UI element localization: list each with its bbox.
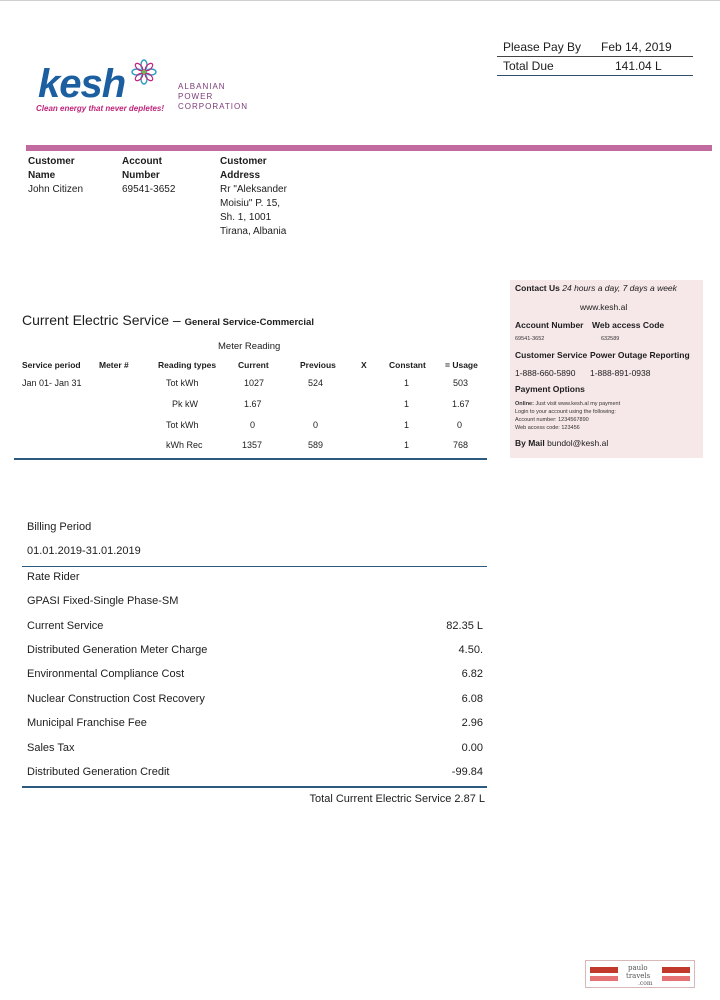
top-border xyxy=(0,0,720,1)
customer-service-label: Customer Service xyxy=(515,350,588,360)
row-constant: 1 xyxy=(404,440,410,450)
contact-heading xyxy=(515,283,677,293)
customer-service-phone[interactable]: 1-888-660-5890 xyxy=(515,368,576,378)
logo-word: kesh xyxy=(38,62,126,106)
watermark-line-1: paulo xyxy=(628,964,648,972)
online-payment-line xyxy=(515,401,620,407)
account-number-label: Account Number xyxy=(515,320,584,330)
service-subtitle: General Service-Commercial xyxy=(184,317,314,328)
corp-line-2: POWER xyxy=(178,92,214,101)
flower-icon xyxy=(130,58,158,86)
logo-tagline: Clean energy that never depletes! xyxy=(36,104,165,113)
contact-account-number: 69541-3652 xyxy=(515,336,545,342)
row-type: Tot kWh xyxy=(166,420,199,430)
header-service-period: Service period xyxy=(22,360,81,370)
customer-address-block xyxy=(220,155,287,239)
charge-value: -99.84 xyxy=(451,765,483,778)
row-previous: 524 xyxy=(308,378,324,388)
plan-label: GPASI Fixed-Single Phase-SM xyxy=(27,595,179,608)
list-item xyxy=(22,713,487,737)
row-current: 1.67 xyxy=(244,399,262,409)
billing-period-label: Billing Period xyxy=(27,521,92,533)
pay-by-label: Please Pay By xyxy=(503,40,582,54)
row-type: kWh Rec xyxy=(166,440,203,450)
charge-label: Nuclear Construction Cost Recovery xyxy=(27,692,205,705)
due-date: Feb 14, 2019 xyxy=(601,40,672,54)
contact-website[interactable]: www.kesh.al xyxy=(580,302,628,312)
address-label-1: Customer xyxy=(220,156,267,167)
row-constant: 1 xyxy=(404,378,410,388)
charge-label: Environmental Compliance Cost xyxy=(27,668,185,681)
kesh-logo xyxy=(30,62,250,122)
row-type: Pk kW xyxy=(172,399,198,409)
list-item xyxy=(22,664,487,688)
plan-row xyxy=(22,591,487,615)
row-current: 0 xyxy=(250,420,256,430)
account-number: 69541-3652 xyxy=(122,184,176,195)
outage-label: Power Outage Reporting xyxy=(590,350,690,360)
online-text: Just visit www.kesh.al my payment xyxy=(535,401,621,407)
row-usage: 0 xyxy=(457,420,463,430)
by-mail-line xyxy=(515,438,608,448)
watermark-line-3: .com xyxy=(638,980,653,987)
charge-value: 6.82 xyxy=(461,668,483,681)
watermark-graphic xyxy=(586,961,694,987)
contact-heading-label: Contact Us xyxy=(515,283,560,293)
charge-label: Sales Tax xyxy=(27,741,75,754)
corp-line-3: CORPORATION xyxy=(178,102,248,111)
by-mail-label: By Mail xyxy=(515,438,545,448)
logo-corporation xyxy=(178,82,248,112)
address-line-4: Tirana, Albania xyxy=(220,226,287,237)
service-title xyxy=(22,312,314,328)
header-reading-types: Reading types xyxy=(158,360,217,370)
row-usage: 768 xyxy=(453,440,469,450)
billing-period-value-row xyxy=(22,541,487,565)
by-mail-email[interactable]: bundol@kesh.al xyxy=(547,438,609,448)
billing-period-row xyxy=(22,517,487,541)
billing-bottom-divider xyxy=(22,786,487,788)
header-meter: Meter # xyxy=(99,360,129,370)
service-table-divider xyxy=(14,458,487,460)
contact-web-access-code: 632589 xyxy=(601,336,620,342)
header-previous: Previous xyxy=(300,360,336,370)
total-due-value: 141.04 L xyxy=(615,59,662,73)
web-access-label: Web access Code xyxy=(592,320,665,330)
header-x: X xyxy=(361,360,367,370)
corp-line-1: ALBANIAN xyxy=(178,82,226,91)
address-label-2: Address xyxy=(220,170,261,181)
rate-rider-row xyxy=(22,567,487,591)
row-previous: 0 xyxy=(313,420,319,430)
account-label-2: Number xyxy=(122,170,160,181)
payment-due-box xyxy=(497,38,693,76)
billing-section xyxy=(22,517,487,788)
charge-value: 2.96 xyxy=(461,717,483,730)
row-type: Tot kWh xyxy=(166,378,199,388)
customer-name-label-2: Name xyxy=(28,170,56,181)
row-usage: 503 xyxy=(453,378,469,388)
total-due-row xyxy=(497,57,693,76)
header-constant: Constant xyxy=(389,360,426,370)
row-previous: 589 xyxy=(308,440,324,450)
row-constant: 1 xyxy=(404,420,410,430)
row-usage: 1.67 xyxy=(452,399,470,409)
account-number-block xyxy=(122,155,175,197)
service-period-value: Jan 01- Jan 31 xyxy=(22,378,82,388)
contact-box xyxy=(510,280,703,458)
list-item xyxy=(22,640,487,664)
charge-value: 82.35 L xyxy=(446,619,483,632)
list-item xyxy=(22,616,487,640)
web-code-text: Web access code: 123456 xyxy=(515,425,580,431)
customer-name-label-1: Customer xyxy=(28,156,75,167)
header-usage: = Usage xyxy=(445,360,478,370)
online-label: Online: xyxy=(515,401,534,407)
service-title-text: Current Electric Service – xyxy=(22,312,181,328)
row-constant: 1 xyxy=(404,399,410,409)
total-due-label: Total Due xyxy=(503,59,554,73)
meter-reading-heading: Meter Reading xyxy=(218,341,281,352)
list-item xyxy=(22,738,487,762)
header-current: Current xyxy=(238,360,269,370)
charge-label: Distributed Generation Meter Charge xyxy=(27,643,208,656)
watermark-logo xyxy=(585,960,695,988)
contact-hours: 24 hours a day, 7 days a week xyxy=(562,283,677,293)
payment-options-label: Payment Options xyxy=(515,384,585,394)
charge-label: Current Service xyxy=(27,619,104,632)
charge-value: 6.08 xyxy=(461,692,483,705)
billing-period-value: 01.01.2019-31.01.2019 xyxy=(27,545,141,558)
login-text: Login to your account using the following: xyxy=(515,409,616,415)
charge-value: 4.50. xyxy=(458,643,483,656)
outage-phone[interactable]: 1-888-891-0938 xyxy=(590,368,651,378)
account-label-1: Account xyxy=(122,156,162,167)
charge-label: Municipal Franchise Fee xyxy=(27,717,147,730)
list-item xyxy=(22,762,487,786)
total-current-service: Total Current Electric Service 2.87 L xyxy=(309,793,485,805)
customer-name-block xyxy=(28,155,83,197)
watermark-line-2: travels xyxy=(626,972,651,980)
address-line-3: Sh. 1, 1001 xyxy=(220,212,272,223)
header-divider xyxy=(26,145,712,151)
charge-label: Distributed Generation Credit xyxy=(27,765,170,778)
list-item xyxy=(22,689,487,713)
row-current: 1027 xyxy=(244,378,265,388)
row-current: 1357 xyxy=(242,440,263,450)
pay-by-row xyxy=(497,38,693,57)
charge-value: 0.00 xyxy=(461,741,483,754)
account-text: Account number: 1234567890 xyxy=(515,417,589,423)
customer-name: John Citizen xyxy=(28,184,84,195)
address-line-2: Moisiu" P. 15, xyxy=(220,198,281,209)
rate-rider-label: Rate Rider xyxy=(27,570,80,583)
address-line-1: Rr "Aleksander xyxy=(220,184,287,195)
